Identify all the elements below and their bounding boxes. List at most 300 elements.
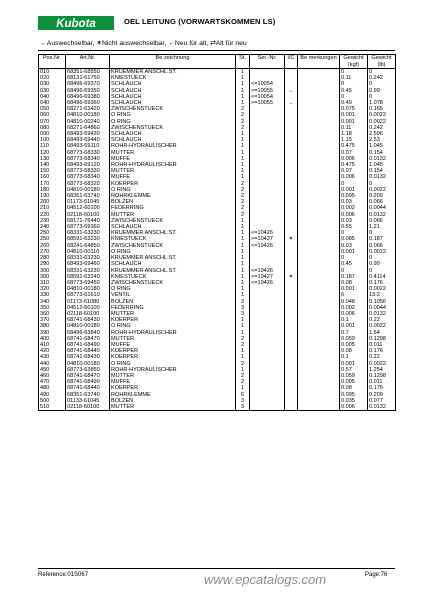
col-header-pos: Pos.Nr.	[39, 55, 66, 69]
cell-qty: 1	[236, 354, 250, 360]
cell-qty: 1	[236, 156, 250, 162]
cell-qty: 1	[236, 218, 250, 224]
cell-weight-kg: 0.07	[340, 168, 368, 174]
cell-desc: SCHLAUCH	[110, 100, 236, 106]
cell-qty: 3	[236, 299, 250, 305]
cell-desc: MUTTER	[110, 311, 236, 317]
cell-weight-kg: 0.001	[340, 361, 368, 367]
cell-qty: 2	[236, 119, 250, 125]
cell-qty: 1	[236, 286, 250, 292]
cell-weight-kg: 0.006	[340, 212, 368, 218]
cell-weight-lb: 2.596	[368, 131, 396, 137]
table-row	[39, 404, 396, 411]
cell-desc: SCHLAUCH	[110, 94, 236, 100]
cell-qty: 2	[236, 112, 250, 118]
cell-qty: 1	[236, 143, 250, 149]
cell-art: 04512-60100	[66, 205, 110, 211]
cell-pos: 030	[39, 81, 66, 87]
cell-qty: 2	[236, 106, 250, 112]
cell-weight-lb: 0.0132	[368, 404, 396, 411]
cell-qty: 1	[236, 168, 250, 174]
cell-desc: KOERPER	[110, 181, 236, 187]
cell-qty: 1	[236, 323, 250, 329]
cell-weight-kg: 0.08	[340, 385, 368, 391]
cell-pos: 390	[39, 330, 66, 336]
cell-pos: 250	[39, 230, 66, 236]
cell-pos: 500	[39, 398, 66, 404]
cell-art: 68773-68320	[66, 181, 110, 187]
cell-art: 68773-68340	[66, 174, 110, 180]
cell-weight-lb: 0.0132	[368, 156, 396, 162]
cell-pos: 060	[39, 112, 66, 118]
cell-pos: 480	[39, 385, 66, 391]
cell-weight-kg: 0.57	[340, 367, 368, 373]
cell-art: 68351-63740	[66, 193, 110, 199]
cell-art: 68496-69370	[66, 81, 110, 87]
cell-qty: 3	[236, 398, 250, 404]
cell-art: 68496-69360	[66, 100, 110, 106]
cell-weight-kg: 0.08	[340, 348, 368, 354]
page-number: Page:76	[365, 572, 388, 578]
cell-weight-kg: 0.095	[340, 193, 368, 199]
cell-desc: O RING	[110, 286, 236, 292]
cell-art: 68493-69120	[66, 162, 110, 168]
cell-pos: 340	[39, 299, 66, 305]
cell-weight-lb: 2.53	[368, 137, 396, 143]
cell-desc: SCHLAUCH	[110, 137, 236, 143]
cell-art: 68773-68330	[66, 150, 110, 156]
cell-art: 04810-00180	[66, 361, 110, 367]
cell-qty: 2	[236, 199, 250, 205]
cell-weight-kg: 0	[340, 255, 368, 261]
cell-pos: 330	[39, 292, 66, 298]
cell-weight-lb: 0	[368, 268, 396, 274]
cell-pos: 050	[39, 106, 66, 112]
cell-art: 68773-68330	[66, 168, 110, 174]
cell-weight-lb: 0.4114	[368, 274, 396, 280]
cell-pos: 130	[39, 156, 66, 162]
cell-desc: ZWISCHENSTUECK	[110, 243, 236, 249]
cell-desc: KRUEMMER ANSCHL.ST.	[110, 255, 236, 261]
cell-serial: <=10426	[250, 280, 285, 286]
cell-art: 68351-63740	[66, 392, 110, 398]
cell-weight-kg: 0.03	[340, 199, 368, 205]
cell-pos: 030	[39, 88, 66, 94]
cell-weight-lb: 0.1298	[368, 373, 396, 379]
cell-qty: 2	[236, 361, 250, 367]
cell-art: 01173-61045	[66, 199, 110, 205]
cell-desc: ZWISCHENSTUECK	[110, 280, 236, 286]
cell-pos: 040	[39, 100, 66, 106]
cell-weight-lb: 0.0022	[368, 323, 396, 329]
cell-qty: 1	[236, 385, 250, 391]
cell-weight-kg: 0.001	[340, 249, 368, 255]
cell-weight-kg: 0.006	[340, 311, 368, 317]
cell-pos: 250	[39, 236, 66, 242]
cell-art: 68331-63230	[66, 255, 110, 261]
cell-art: 68331-63230	[66, 268, 110, 274]
cell-weight-lb: 0.0022	[368, 361, 396, 367]
cell-desc: SCHLAUCH	[110, 88, 236, 94]
cell-desc: FEDERRING	[110, 305, 236, 311]
cell-qty: 1	[236, 249, 250, 255]
watermark: www.epcatalogs.com	[204, 572, 327, 587]
cell-art: 68493-69430	[66, 131, 110, 137]
cell-qty: 1	[236, 230, 250, 236]
cell-art: 68741-68430	[66, 317, 110, 323]
cell-weight-lb: 0.0022	[368, 249, 396, 255]
cell-qty: 2	[236, 212, 250, 218]
cell-art: 68493-69110	[66, 143, 110, 149]
cell-desc: KNIESTUECK	[110, 274, 236, 280]
cell-desc: ROHR-HYDRAULISCHER	[110, 367, 236, 373]
cell-pos: 040	[39, 94, 66, 100]
cell-desc: KOERPER	[110, 354, 236, 360]
cell-pos: 010	[39, 69, 66, 76]
cell-qty: 2	[236, 193, 250, 199]
cell-qty: 2	[236, 342, 250, 348]
cell-weight-kg: 0.03	[340, 243, 368, 249]
cell-desc: KOERPER	[110, 385, 236, 391]
cell-weight-kg: 0.059	[340, 373, 368, 379]
cell-art: 68741-68490	[66, 379, 110, 385]
cell-weight-lb: 0.242	[368, 75, 396, 81]
cell-art: 68773-61610	[66, 292, 110, 298]
cell-serial: <=10426	[250, 268, 285, 274]
cell-weight-lb: 0.0132	[368, 212, 396, 218]
cell-ic	[285, 404, 298, 411]
cell-desc: O RING	[110, 187, 236, 193]
cell-weight-kg: 0.001	[340, 286, 368, 292]
cell-weight-lb: 0	[368, 181, 396, 187]
reference-label: Reference:01S067	[38, 572, 89, 578]
cell-pos: 290	[39, 261, 66, 267]
cell-pos: 490	[39, 392, 66, 398]
cell-qty: 1	[236, 274, 250, 280]
cell-ic: ←	[285, 88, 298, 94]
cell-art: 68773-68340	[66, 156, 110, 162]
cell-weight-lb: 0	[368, 81, 396, 87]
cell-weight-kg: 0.002	[340, 305, 368, 311]
cell-weight-kg: 0.005	[340, 342, 368, 348]
cell-pos: 410	[39, 342, 66, 348]
cell-desc: ROHR-HYDRAULISCHER	[110, 162, 236, 168]
cell-weight-lb: 0.066	[368, 243, 396, 249]
cell-desc: KRUEMMER ANSCHL.ST.	[110, 69, 236, 76]
cell-weight-lb: 1.254	[368, 367, 396, 373]
cell-desc: KOERPER	[110, 348, 236, 354]
cell-pos: 370	[39, 317, 66, 323]
cell-art: 68271-63420	[66, 106, 110, 112]
interchangeability-legend: ←Auswechselbar, ✶Nicht auswechselbar, ←Neu für alt, ⇄Alt für neu	[40, 40, 247, 47]
cell-weight-kg: 0.7	[340, 330, 368, 336]
cell-qty: 3	[236, 305, 250, 311]
cell-desc: MUTTER	[110, 404, 236, 411]
cell-art: 04810-00180	[66, 286, 110, 292]
cell-weight-lb: 0.154	[368, 168, 396, 174]
cell-weight-lb: 0.0132	[368, 174, 396, 180]
table-body	[39, 69, 396, 411]
cell-qty: 1	[236, 317, 250, 323]
cell-serial	[250, 404, 285, 411]
cell-pos: 110	[39, 143, 66, 149]
cell-weight-kg: 1.15	[340, 137, 368, 143]
cell-serial	[250, 69, 285, 76]
cell-pos: 460	[39, 373, 66, 379]
cell-weight-kg: 0.49	[340, 100, 368, 106]
cell-weight-kg: 0.048	[340, 299, 368, 305]
cell-weight-lb: 0.154	[368, 150, 396, 156]
cell-weight-kg: 0.07	[340, 150, 368, 156]
cell-pos: 310	[39, 280, 66, 286]
cell-qty: 1	[236, 88, 250, 94]
cell-weight-kg: 0.001	[340, 112, 368, 118]
cell-pos: 440	[39, 361, 66, 367]
cell-desc: KOERPER	[110, 317, 236, 323]
cell-remarks	[298, 404, 340, 411]
cell-desc: MUTTER	[110, 150, 236, 156]
cell-weight-lb: 0	[368, 255, 396, 261]
cell-ic: ←	[285, 100, 298, 106]
cell-desc: MUFFE	[110, 174, 236, 180]
cell-serial: <=10054	[250, 81, 285, 87]
cell-weight-lb: 13.2	[368, 292, 396, 298]
cell-weight-kg: 1.18	[340, 131, 368, 137]
table-row	[39, 69, 396, 76]
cell-desc: KNIESTUECK	[110, 75, 236, 81]
cell-pos: 100	[39, 137, 66, 143]
cell-art: 02118-60100	[66, 212, 110, 218]
cell-serial: <=10426	[250, 243, 285, 249]
cell-art: 68741-68430	[66, 354, 110, 360]
cell-weight-lb: 1.078	[368, 100, 396, 106]
cell-qty: 2	[236, 205, 250, 211]
cell-desc: MUTTER	[110, 336, 236, 342]
cell-weight-lb: 0.1298	[368, 336, 396, 342]
cell-art: 02118-60100	[66, 404, 110, 411]
cell-weight-lb: 0	[368, 230, 396, 236]
cell-desc: O RING	[110, 361, 236, 367]
cell-desc: FEDERRING	[110, 205, 236, 211]
cell-art: 68171-76440	[66, 218, 110, 224]
cell-pos: 150	[39, 168, 66, 174]
cell-serial: >=10427	[250, 236, 285, 242]
cell-pos: 090	[39, 131, 66, 137]
cell-weight-lb: 1.045	[368, 143, 396, 149]
cell-art: 68741-68470	[66, 373, 110, 379]
cell-desc: MUFFE	[110, 156, 236, 162]
bottom-divider	[38, 568, 395, 569]
cell-weight-lb: 0.176	[368, 385, 396, 391]
cell-pos: 450	[39, 367, 66, 373]
cell-serial: >=10055	[250, 100, 285, 106]
cell-serial: <=10054	[250, 94, 285, 100]
cell-pos: 470	[39, 379, 66, 385]
cell-art: 68741-68440	[66, 348, 110, 354]
cell-desc: O RING	[110, 119, 236, 125]
cell-art: 68131-61750	[66, 75, 110, 81]
cell-pos: 200	[39, 199, 66, 205]
cell-art: 68331-63230	[66, 230, 110, 236]
cell-desc: MUFFE	[110, 342, 236, 348]
cell-desc: SCHLAUCH	[110, 81, 236, 87]
cell-art: 68496-69350	[66, 88, 110, 94]
cell-weight-kg: 0.45	[340, 88, 368, 94]
cell-qty: 1	[236, 174, 250, 180]
cell-qty: 1	[236, 100, 250, 106]
cell-qty: 1	[236, 261, 250, 267]
cell-weight-lb: 1.54	[368, 330, 396, 336]
cell-weight-kg: 0	[340, 230, 368, 236]
cell-desc: O RING	[110, 249, 236, 255]
cell-weight-kg: 0.45	[340, 261, 368, 267]
cell-weight-kg: 0.03	[340, 218, 368, 224]
cell-weight-kg: 0	[340, 268, 368, 274]
cell-art: 68496-69380	[66, 94, 110, 100]
cell-weight-lb: 0.242	[368, 125, 396, 131]
cell-art: 68591-63240	[66, 274, 110, 280]
cell-ic	[285, 69, 298, 76]
cell-weight-lb: 0.187	[368, 236, 396, 242]
cell-weight-lb: 1.045	[368, 162, 396, 168]
cell-weight-lb: 0.176	[368, 280, 396, 286]
cell-pos: 380	[39, 323, 66, 329]
cell-weight-kg: 0.095	[340, 392, 368, 398]
cell-weight-kg: 0.085	[340, 236, 368, 242]
cell-qty: 1	[236, 137, 250, 143]
cell-art: 04810-00240	[66, 119, 110, 125]
cell-weight-kg: 0.475	[340, 143, 368, 149]
cell-desc: BOLZEN	[110, 398, 236, 404]
col-header-ic: I/C	[285, 55, 298, 69]
cell-weight-lb: 0.1056	[368, 299, 396, 305]
cell-weight-kg: 0.006	[340, 404, 368, 411]
cell-pos: 070	[39, 119, 66, 125]
cell-weight-lb: 0.99	[368, 88, 396, 94]
cell-qty: 1	[236, 255, 250, 261]
cell-weight-lb: 0.99	[368, 261, 396, 267]
cell-pos: 420	[39, 348, 66, 354]
cell-weight-kg: 0.11	[340, 75, 368, 81]
cell-pos: 400	[39, 336, 66, 342]
col-header-desc: Be zeichnung	[110, 55, 236, 69]
cell-qty: 2	[236, 379, 250, 385]
cell-qty: 1	[236, 243, 250, 249]
cell-weight-lb: 0.176	[368, 348, 396, 354]
cell-qty: 1	[236, 268, 250, 274]
cell-desc: SCHLAUCH	[110, 131, 236, 137]
cell-desc: ROHRKLEMME	[110, 193, 236, 199]
cell-weight-kg: 0.006	[340, 156, 368, 162]
logo-text: Kubota	[56, 18, 96, 30]
cell-qty: 2	[236, 336, 250, 342]
cell-art: 68241-64850	[66, 243, 110, 249]
cell-qty: 1	[236, 330, 250, 336]
cell-weight-kg: 0	[340, 81, 368, 87]
cell-weight-lb: 0.0132	[368, 311, 396, 317]
cell-pos: 360	[39, 311, 66, 317]
cell-pos: 240	[39, 224, 66, 230]
cell-weight-kg: 0.55	[340, 224, 368, 230]
cell-art: 68741-68440	[66, 385, 110, 391]
cell-desc: ROHR-HYDRAULISCHER	[110, 143, 236, 149]
cell-weight-lb: 0.209	[368, 392, 396, 398]
cell-pos: 020	[39, 75, 66, 81]
cell-remarks	[298, 69, 340, 76]
col-header-qty: St.	[236, 55, 250, 69]
cell-desc: MUFFE	[110, 379, 236, 385]
cell-art: 04810-00180	[66, 112, 110, 118]
cell-pos: 180	[39, 187, 66, 193]
cell-weight-lb: 0	[368, 94, 396, 100]
cell-qty: 1	[236, 94, 250, 100]
cell-art: 04810-00110	[66, 249, 110, 255]
cell-weight-lb: 0.22	[368, 354, 396, 360]
cell-art: 04810-00180	[66, 187, 110, 193]
cell-pos: 320	[39, 286, 66, 292]
cell-weight-kg: 0.475	[340, 162, 368, 168]
cell-weight-lb: 0	[368, 69, 396, 76]
cell-art: 68493-69460	[66, 261, 110, 267]
cell-weight-kg: 0.035	[340, 398, 368, 404]
cell-weight-kg: 0.059	[340, 336, 368, 342]
cell-desc: BOLZEN	[110, 199, 236, 205]
cell-qty: 1	[236, 236, 250, 242]
cell-desc: KRUEMMER ANSCHL.ST.	[110, 268, 236, 274]
cell-serial: >=10055	[250, 88, 285, 94]
col-header-art: Art.Nr.	[66, 55, 110, 69]
cell-serial: >=10427	[250, 274, 285, 280]
cell-qty: 1	[236, 131, 250, 137]
cell-weight-lb: 0.0022	[368, 112, 396, 118]
cell-pos: 350	[39, 305, 66, 311]
cell-qty: 1	[236, 75, 250, 81]
cell-weight-lb: 0.165	[368, 106, 396, 112]
cell-desc: SCHLAUCH	[110, 261, 236, 267]
cell-ic: ✶	[285, 274, 298, 280]
cell-weight-kg: 0.075	[340, 106, 368, 112]
cell-weight-lb: 0.077	[368, 398, 396, 404]
cell-art: 68741-68490	[66, 342, 110, 348]
cell-desc: MUTTER	[110, 212, 236, 218]
parts-table	[38, 54, 396, 411]
cell-serial: <=10426	[250, 230, 285, 236]
cell-qty: 1	[236, 292, 250, 298]
cell-desc: SCHLAUCH	[110, 224, 236, 230]
cell-weight-kg: 0.08	[340, 280, 368, 286]
cell-qty: 3	[236, 404, 250, 411]
cell-weight-lb: 0.066	[368, 218, 396, 224]
cell-weight-lb: 0.0022	[368, 187, 396, 193]
cell-pos: 230	[39, 218, 66, 224]
cell-pos: 220	[39, 212, 66, 218]
cell-desc: BOLZEN	[110, 299, 236, 305]
cell-art: 68493-69440	[66, 137, 110, 143]
cell-weight-kg: 0.1	[340, 354, 368, 360]
cell-weight-kg: 0.187	[340, 274, 368, 280]
cell-pos: 300	[39, 268, 66, 274]
cell-pos: 170	[39, 181, 66, 187]
cell-pos: 300	[39, 274, 66, 280]
cell-pos: 160	[39, 174, 66, 180]
cell-weight-kg: 0	[340, 69, 368, 76]
cell-weight-lb: 0.0044	[368, 305, 396, 311]
cell-art: 68591-63230	[66, 236, 110, 242]
col-header-serial: Ser.-Nr.	[250, 55, 285, 69]
cell-weight-kg: 0.001	[340, 323, 368, 329]
cell-pos: 260	[39, 243, 66, 249]
cell-qty: 1	[236, 81, 250, 87]
